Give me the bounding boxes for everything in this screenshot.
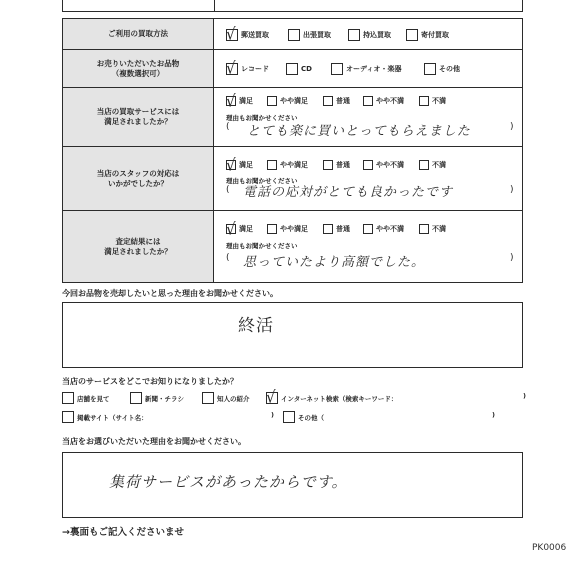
checkbox-checked[interactable] — [226, 24, 238, 44]
back-side-note: →裏面もご記入くださいませ — [62, 527, 184, 538]
paren-close: ) — [510, 122, 514, 132]
checkbox-checked[interactable] — [226, 155, 236, 175]
paren-close: ) — [510, 185, 514, 195]
choose-reason-handwritten: 集荷サービスがあったからです。 — [109, 473, 348, 491]
checkbox[interactable] — [130, 392, 142, 404]
option-cd[interactable]: CD — [286, 63, 312, 75]
option-other-source[interactable]: その他（ — [283, 411, 324, 423]
check-mark-icon: √ — [226, 155, 236, 175]
option-neutral[interactable]: 普通 — [323, 224, 350, 234]
checkbox[interactable] — [424, 63, 436, 75]
check-mark-icon: √ — [226, 58, 236, 78]
option-donation[interactable]: 寄付買取 — [406, 29, 449, 41]
option-somewhat-dissatisfied[interactable]: やや不満 — [363, 224, 404, 234]
option-visit[interactable]: 出張買取 — [288, 29, 331, 41]
other-source-close: ) — [492, 411, 495, 419]
checkbox[interactable] — [202, 392, 214, 404]
option-dissatisfied[interactable]: 不満 — [419, 224, 446, 234]
sell-reason-question: 今回お品物を売却したいと思った理由をお聞かせください。 — [62, 289, 278, 298]
purchase-method-label: ご利用の買取方法 — [63, 19, 214, 49]
option-somewhat-dissatisfied[interactable]: やや不満 — [363, 96, 404, 106]
result-handwritten-answer: 思っていたより高額でした。 — [243, 255, 426, 270]
checkbox[interactable] — [363, 224, 373, 234]
option-somewhat-satisfied[interactable]: やや満足 — [267, 160, 308, 170]
row-items — [63, 49, 522, 87]
checkbox[interactable] — [331, 63, 343, 75]
checkbox[interactable] — [363, 96, 373, 106]
paren-open: ( — [226, 253, 230, 263]
paren-open: ( — [226, 122, 230, 132]
checkbox[interactable] — [62, 411, 74, 423]
checkbox[interactable] — [363, 160, 373, 170]
option-store[interactable]: 店舗を見て — [62, 392, 110, 404]
paren-open: ( — [226, 185, 230, 195]
checkbox[interactable] — [419, 160, 429, 170]
row-staff-satisfaction — [63, 146, 522, 210]
service-question-label: 当店の買取サービスには 満足されましたか？ — [63, 88, 214, 146]
option-satisfied[interactable]: √ 満足 — [226, 219, 253, 239]
check-mark-icon: √ — [226, 91, 236, 111]
paren-close: ) — [510, 253, 514, 263]
result-question-label: 査定結果には 満足されましたか？ — [63, 211, 214, 282]
option-internet[interactable]: √ インターネット検索（検索キーワード： — [266, 387, 398, 407]
option-other[interactable]: その他 — [424, 63, 460, 75]
option-satisfied[interactable]: √ 満足 — [226, 155, 253, 175]
sell-reason-box[interactable] — [62, 302, 523, 368]
checkbox[interactable] — [267, 224, 277, 234]
sell-reason-handwritten: 終活 — [238, 316, 274, 336]
reason-label: 理由もお聞かせください — [226, 177, 298, 185]
checkbox[interactable] — [323, 224, 333, 234]
option-record[interactable]: √ レコード — [226, 58, 269, 78]
option-newspaper[interactable]: 新聞・チラシ — [130, 392, 184, 404]
items-label: お売りいただいたお品物 （複数選択可） — [63, 50, 214, 87]
source-question: 当店のサービスをどこでお知りになりましたか？ — [62, 377, 238, 386]
row-service-satisfaction — [63, 87, 522, 146]
option-satisfied[interactable]: √ 満足 — [226, 91, 253, 111]
row-result-satisfaction — [63, 210, 522, 282]
reason-label: 理由もお聞かせください — [226, 114, 298, 122]
checkbox-checked[interactable] — [266, 387, 278, 407]
option-audio[interactable]: オーディオ・楽器 — [331, 63, 401, 75]
checkbox[interactable] — [267, 160, 277, 170]
option-neutral[interactable]: 普通 — [323, 160, 350, 170]
option-dissatisfied[interactable]: 不満 — [419, 96, 446, 106]
internet-keyword-close: ) — [523, 392, 526, 400]
check-mark-icon: √ — [226, 219, 236, 239]
checkbox[interactable] — [323, 160, 333, 170]
row-purchase-method — [63, 19, 522, 49]
checkbox[interactable] — [419, 96, 429, 106]
survey-table — [62, 18, 523, 283]
staff-handwritten-answer: 電話の応対がとても良かったです — [243, 185, 454, 200]
option-somewhat-satisfied[interactable]: やや満足 — [267, 96, 308, 106]
staff-question-label: 当店のスタッフの対応は いかがでしたか？ — [63, 147, 214, 210]
choose-reason-question: 当店をお選びいただいた理由をお聞かせください。 — [62, 437, 246, 446]
option-mail[interactable]: √ 郵送買取 — [226, 24, 269, 44]
checkbox[interactable] — [286, 63, 298, 75]
checkbox[interactable] — [406, 29, 418, 41]
checkbox[interactable] — [267, 96, 277, 106]
option-somewhat-satisfied[interactable]: やや満足 — [267, 224, 308, 234]
reason-label: 理由もお聞かせください — [226, 242, 298, 250]
form-code: PK0006 — [532, 543, 567, 553]
checkbox[interactable] — [348, 29, 360, 41]
option-listing-site[interactable]: 掲載サイト（サイト名： — [62, 411, 148, 423]
checkbox-checked[interactable] — [226, 219, 236, 239]
option-bring-in[interactable]: 持込買取 — [348, 29, 391, 41]
checkbox[interactable] — [62, 392, 74, 404]
option-neutral[interactable]: 普通 — [323, 96, 350, 106]
option-referral[interactable]: 知人の紹介 — [202, 392, 250, 404]
option-dissatisfied[interactable]: 不満 — [419, 160, 446, 170]
checkbox[interactable] — [419, 224, 429, 234]
service-handwritten-answer: とても楽に買いとってもらえました — [247, 124, 471, 139]
checkbox[interactable] — [283, 411, 295, 423]
checkbox-checked[interactable] — [226, 58, 238, 78]
check-mark-icon: √ — [226, 24, 236, 44]
previous-table-bottom — [62, 0, 523, 12]
listing-site-close: ) — [271, 411, 274, 419]
option-somewhat-dissatisfied[interactable]: やや不満 — [363, 160, 404, 170]
checkbox-checked[interactable] — [226, 91, 236, 111]
check-mark-icon: √ — [266, 387, 276, 407]
choose-reason-box[interactable] — [62, 452, 523, 518]
checkbox[interactable] — [288, 29, 300, 41]
checkbox[interactable] — [323, 96, 333, 106]
